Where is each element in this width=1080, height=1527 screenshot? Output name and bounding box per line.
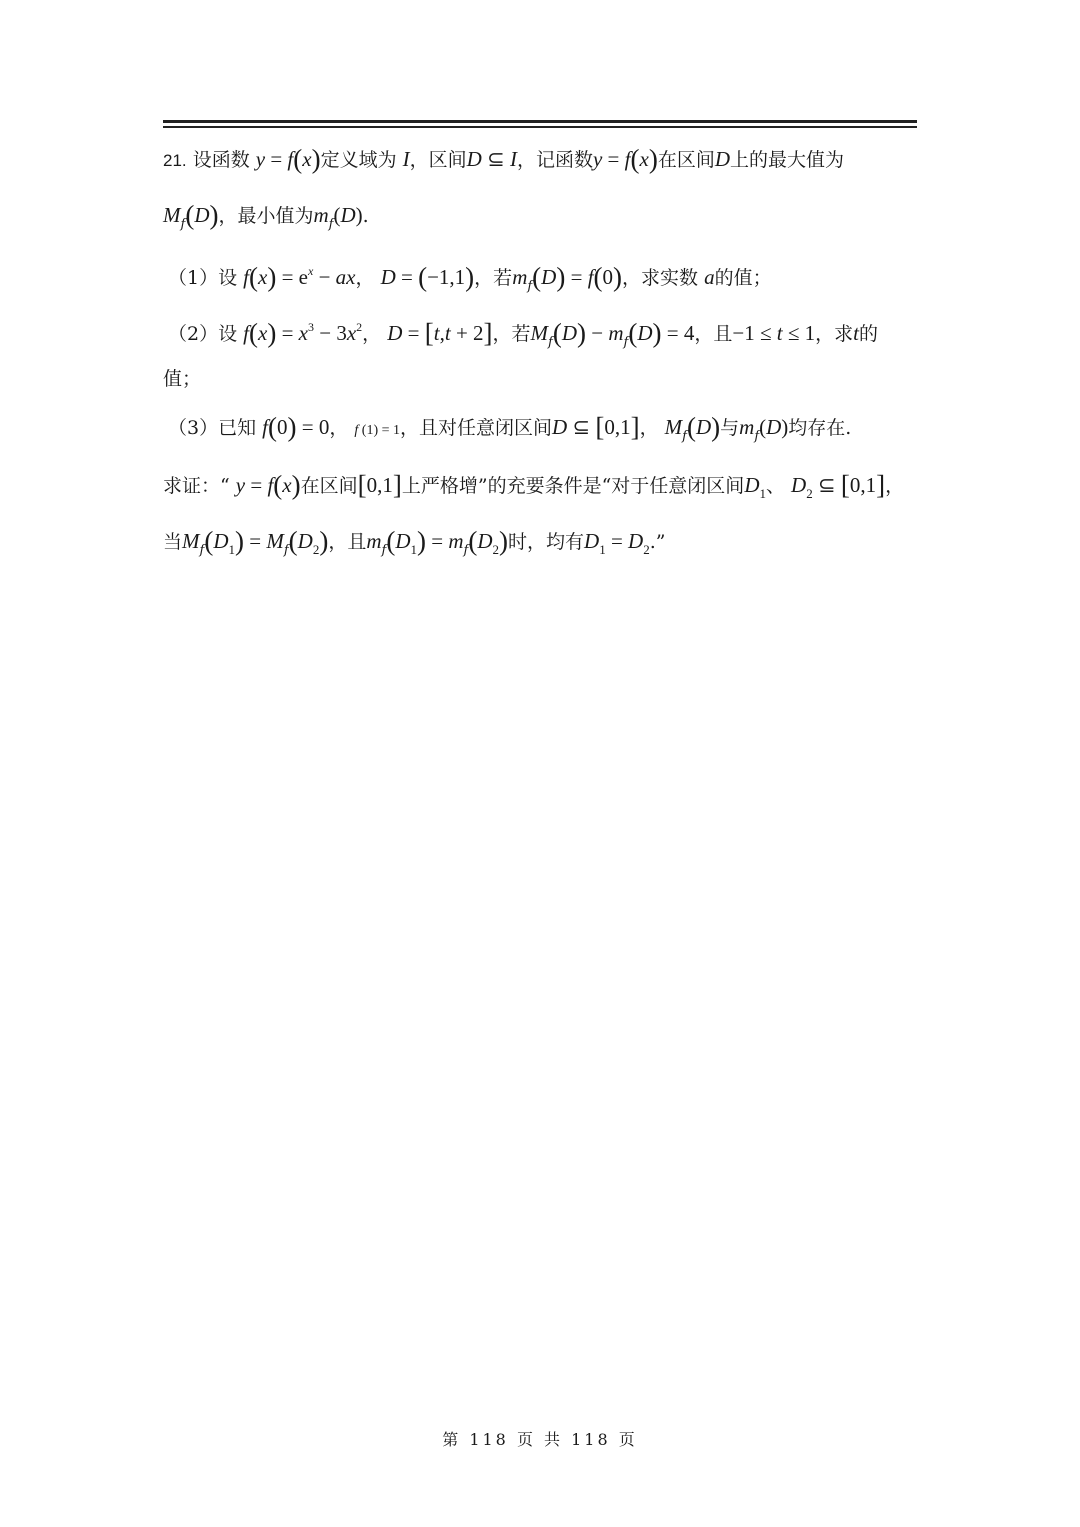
- math: D: [791, 473, 807, 497]
- math-small: f (1) = 1: [354, 423, 401, 438]
- math: m: [313, 203, 329, 227]
- text: ，: [362, 323, 382, 345]
- math: M: [182, 529, 200, 553]
- text: ，且: [328, 531, 367, 553]
- text: 设: [218, 267, 238, 289]
- text: 当: [163, 531, 183, 553]
- page-footer: 第 118 页 共 118 页: [442, 1430, 638, 1449]
- math: −1 ≤: [732, 321, 777, 345]
- text: 、: [765, 475, 785, 497]
- math: D: [744, 473, 760, 497]
- math: [: [357, 470, 367, 500]
- math: D: [466, 147, 482, 171]
- problem-number: 21.: [163, 151, 187, 170]
- part-2: （2）设 $f(x) = x^3 - 3x^2$， D = [t,t + 2]，若$M_f(D) - m_f(D) = 4$，且−1 ≤ t ≤ 1，求t的: [168, 318, 879, 350]
- text: 值；: [163, 368, 202, 390]
- text: .: [362, 205, 369, 227]
- text: ，区间: [409, 149, 467, 171]
- math: D: [584, 529, 600, 553]
- header-rule-thin: [163, 126, 917, 128]
- part-label: （3）: [168, 417, 219, 439]
- part-1: （1）设 $f(x) = e^x$ − ax， D = (−1,1)，若$m_f(D) = f(0)$，求实数 a的值；: [168, 262, 772, 294]
- text: ，若: [474, 267, 513, 289]
- text: 已知: [218, 417, 257, 439]
- math: D: [380, 265, 396, 289]
- math: y: [592, 147, 603, 171]
- math: I: [402, 147, 410, 171]
- text: ，: [639, 417, 659, 439]
- part-3: （3）已知 f(0) = 0， f (1) = 1，且对任意闭区间D ⊆ [0,1]， $M_f(D)$与$m_f(D)$均存在.: [168, 412, 852, 444]
- math: M: [530, 321, 549, 345]
- problem-intro-line-1: 21. 设函数 y = f(x)定义域为 I，区间D ⊆ I，记函数y = f(x)在区间D上的最大值为: [163, 144, 845, 174]
- math: y: [235, 473, 246, 497]
- text: ，: [885, 475, 905, 497]
- problem-intro-line-2: $M_f(D)$，最小值为$m_f(D)$.: [163, 200, 369, 232]
- text: 均存在.: [788, 417, 852, 439]
- text: 设函数: [192, 149, 250, 171]
- math: M: [664, 415, 683, 439]
- part-label: （2）: [168, 323, 219, 345]
- text: ，记函数: [516, 149, 593, 171]
- text: ，若: [492, 323, 531, 345]
- text: ，: [355, 267, 375, 289]
- text: ，求实数: [622, 267, 699, 289]
- math: m: [512, 265, 528, 289]
- math: f: [243, 321, 249, 345]
- proof-line-1: 求证：“ y = f(x)在区间[0,1]上严格增”的充要条件是“对于任意闭区间$D_1$、 $D_2$ ⊆ [0,1]，: [163, 470, 905, 501]
- text: ，: [329, 417, 349, 439]
- text: 设: [218, 323, 238, 345]
- text: ，且: [694, 323, 733, 345]
- text: .”: [649, 531, 666, 553]
- text: 上严格增”的充要条件是“对于任意闭区间: [401, 475, 745, 497]
- math: m: [366, 529, 382, 553]
- text: 定义域为: [320, 149, 397, 171]
- math: t: [853, 321, 859, 345]
- part-2-continuation: [163, 364, 923, 394]
- text: 与: [720, 417, 740, 439]
- text: ，最小值为: [218, 205, 314, 227]
- text: 时，均有: [508, 531, 585, 553]
- math: D: [714, 147, 730, 171]
- text: 求证：“: [163, 475, 230, 497]
- text: 在区间: [657, 149, 715, 171]
- math: f: [262, 415, 268, 439]
- math: y: [255, 147, 266, 171]
- text: 上的最大值为: [730, 149, 845, 171]
- part-label: （1）: [168, 267, 219, 289]
- math: a: [704, 265, 715, 289]
- math: f: [243, 265, 249, 289]
- math: m: [739, 415, 755, 439]
- text: ，求: [815, 323, 854, 345]
- math: D: [552, 415, 568, 439]
- text: 的: [859, 323, 879, 345]
- proof-line-2: 当$M_f(D_1) = M_f(D_2)$，且$m_f(D_1) = m_f(D_2)$时，均有$D_1 = D_2$.”: [163, 526, 666, 558]
- header-rule-thick: [163, 120, 917, 123]
- math: M: [163, 203, 181, 227]
- text: ，且对任意闭区间: [400, 417, 553, 439]
- text: 在区间: [300, 475, 358, 497]
- text: 的值；: [714, 267, 772, 289]
- math: D: [387, 321, 403, 345]
